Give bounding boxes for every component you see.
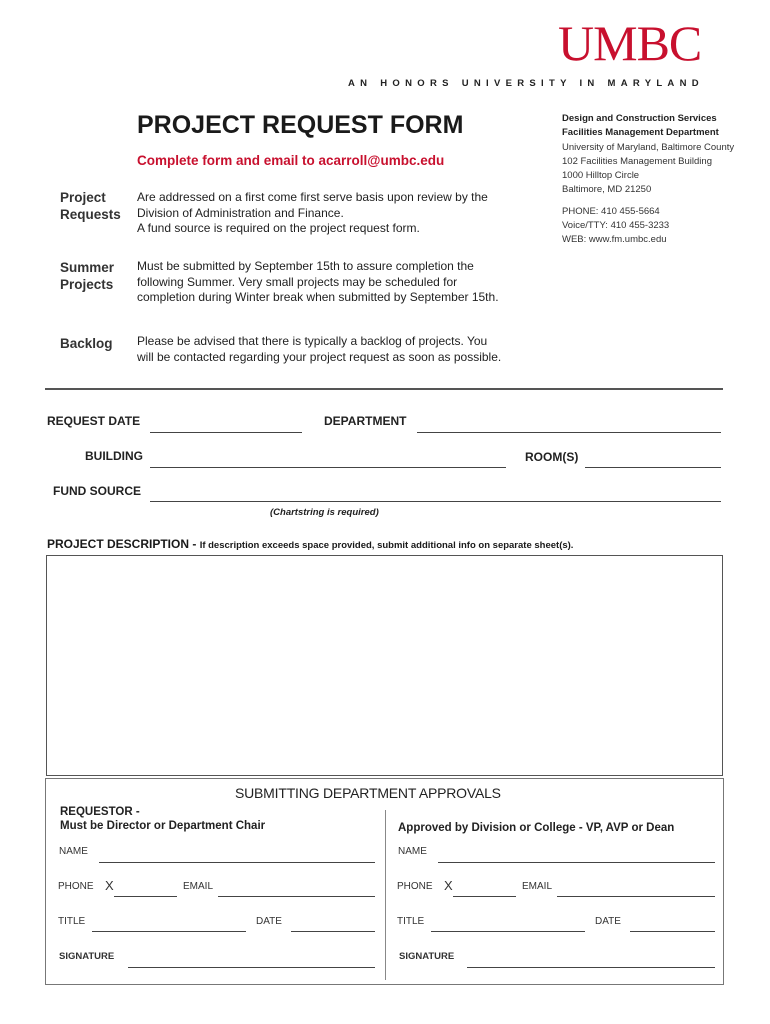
right-signature-field[interactable]: [467, 967, 715, 968]
section-text-backlog: [137, 334, 501, 365]
requestor-subtitle: Must be Director or Department Chair: [60, 820, 266, 832]
page-title: PROJECT REQUEST FORM: [137, 111, 464, 139]
contact-line: University of Maryland, Baltimore County: [562, 141, 735, 153]
section-label-summer: [60, 259, 114, 293]
text-line: Must be submitted by September 15th to assure completion the: [137, 259, 474, 273]
requestor-title: REQUESTOR -: [60, 806, 140, 818]
contact-line: Baltimore, MD 21250: [562, 184, 652, 196]
contact-line: 1000 Hilltop Circle: [562, 170, 640, 182]
left-date-label: DATE: [256, 916, 282, 927]
section-label-backlog: [60, 335, 113, 352]
fund-source-label: FUND SOURCE: [53, 484, 142, 498]
label-line: Projects: [60, 277, 114, 292]
section-text-summer: [137, 259, 499, 306]
contact-line: Facilities Management Department: [562, 127, 719, 139]
right-date-label: DATE: [595, 916, 621, 927]
project-description-note: If description exceeds space provided, submit additional info on separate sheet(s).: [199, 540, 574, 551]
department-label: DEPARTMENT: [324, 414, 407, 428]
right-email-label: EMAIL: [522, 881, 553, 892]
label-line: Requests: [60, 207, 121, 222]
approver-title: Approved by Division or College - VP, AVP or Dean: [398, 822, 675, 834]
approvals-heading: SUBMITTING DEPARTMENT APPROVALS: [235, 785, 501, 801]
label-line: Backlog: [60, 336, 113, 351]
rooms-label: ROOM(S): [525, 450, 579, 464]
section-text-requests: [137, 190, 488, 237]
left-phone-x: X: [105, 878, 114, 893]
left-title-field[interactable]: [92, 931, 246, 932]
label-line: Project: [60, 190, 106, 205]
right-phone-x: X: [444, 878, 453, 893]
contact-tty: Voice/TTY: 410 455-3233: [562, 220, 670, 232]
request-date-label: REQUEST DATE: [47, 414, 141, 428]
left-date-field[interactable]: [291, 931, 375, 932]
right-phone-field[interactable]: [453, 896, 516, 897]
project-description-label: PROJECT DESCRIPTION -: [47, 537, 200, 551]
section-divider: [45, 388, 723, 390]
rooms-field[interactable]: [585, 467, 721, 468]
umbc-logo: UMBC: [558, 15, 702, 71]
department-field[interactable]: [417, 432, 721, 433]
contact-line: 102 Facilities Management Building: [562, 155, 712, 167]
right-phone-label: PHONE: [397, 881, 433, 892]
building-label: BUILDING: [85, 449, 143, 463]
request-date-field[interactable]: [150, 432, 302, 433]
text-line: Please be advised that there is typically a backlog of projects. You: [137, 334, 488, 348]
left-email-label: EMAIL: [183, 881, 214, 892]
contact-line: Design and Construction Services: [562, 113, 717, 124]
text-line: following Summer. Very small projects may be scheduled for: [137, 274, 458, 289]
left-phone-field[interactable]: [114, 896, 177, 897]
left-name-label: NAME: [59, 846, 88, 857]
email-instruction: Complete form and email to acarroll@umbc.edu: [137, 153, 445, 168]
text-line: A fund source is required on the project request form.: [137, 221, 420, 235]
logo-tagline: AN HONORS UNIVERSITY IN MARYLAND: [348, 78, 704, 89]
left-phone-label: PHONE: [58, 881, 94, 892]
left-name-field[interactable]: [99, 862, 375, 863]
right-date-field[interactable]: [630, 931, 715, 932]
building-field[interactable]: [150, 467, 506, 468]
left-signature-label: SIGNATURE: [59, 951, 115, 962]
contact-web: WEB: www.fm.umbc.edu: [562, 234, 667, 246]
text-line: will be contacted regarding your project request as soon as possible.: [137, 349, 502, 364]
right-signature-label: SIGNATURE: [399, 951, 455, 962]
text-line: completion during Winter break when submitted by September 15th.: [137, 290, 499, 304]
text-line: Division of Administration and Finance.: [137, 205, 344, 220]
right-title-field[interactable]: [431, 931, 585, 932]
right-email-field[interactable]: [557, 896, 715, 897]
approvals-divider: [385, 810, 386, 980]
right-name-field[interactable]: [438, 862, 715, 863]
left-title-label: TITLE: [58, 916, 86, 927]
fund-source-field[interactable]: [150, 501, 721, 502]
label-line: Summer: [60, 260, 115, 275]
right-title-label: TITLE: [397, 916, 425, 927]
left-email-field[interactable]: [218, 896, 375, 897]
project-description-box[interactable]: [46, 555, 723, 776]
contact-block: [562, 112, 734, 248]
contact-phone: PHONE: 410 455-5664: [562, 205, 660, 217]
right-name-label: NAME: [398, 846, 427, 857]
section-label-requests: [60, 189, 121, 223]
left-signature-field[interactable]: [128, 967, 375, 968]
project-description-heading: [47, 537, 573, 551]
text-line: Are addressed on a first come first serve basis upon review by the: [137, 190, 488, 204]
chartstring-note: (Chartstring is required): [270, 507, 379, 518]
